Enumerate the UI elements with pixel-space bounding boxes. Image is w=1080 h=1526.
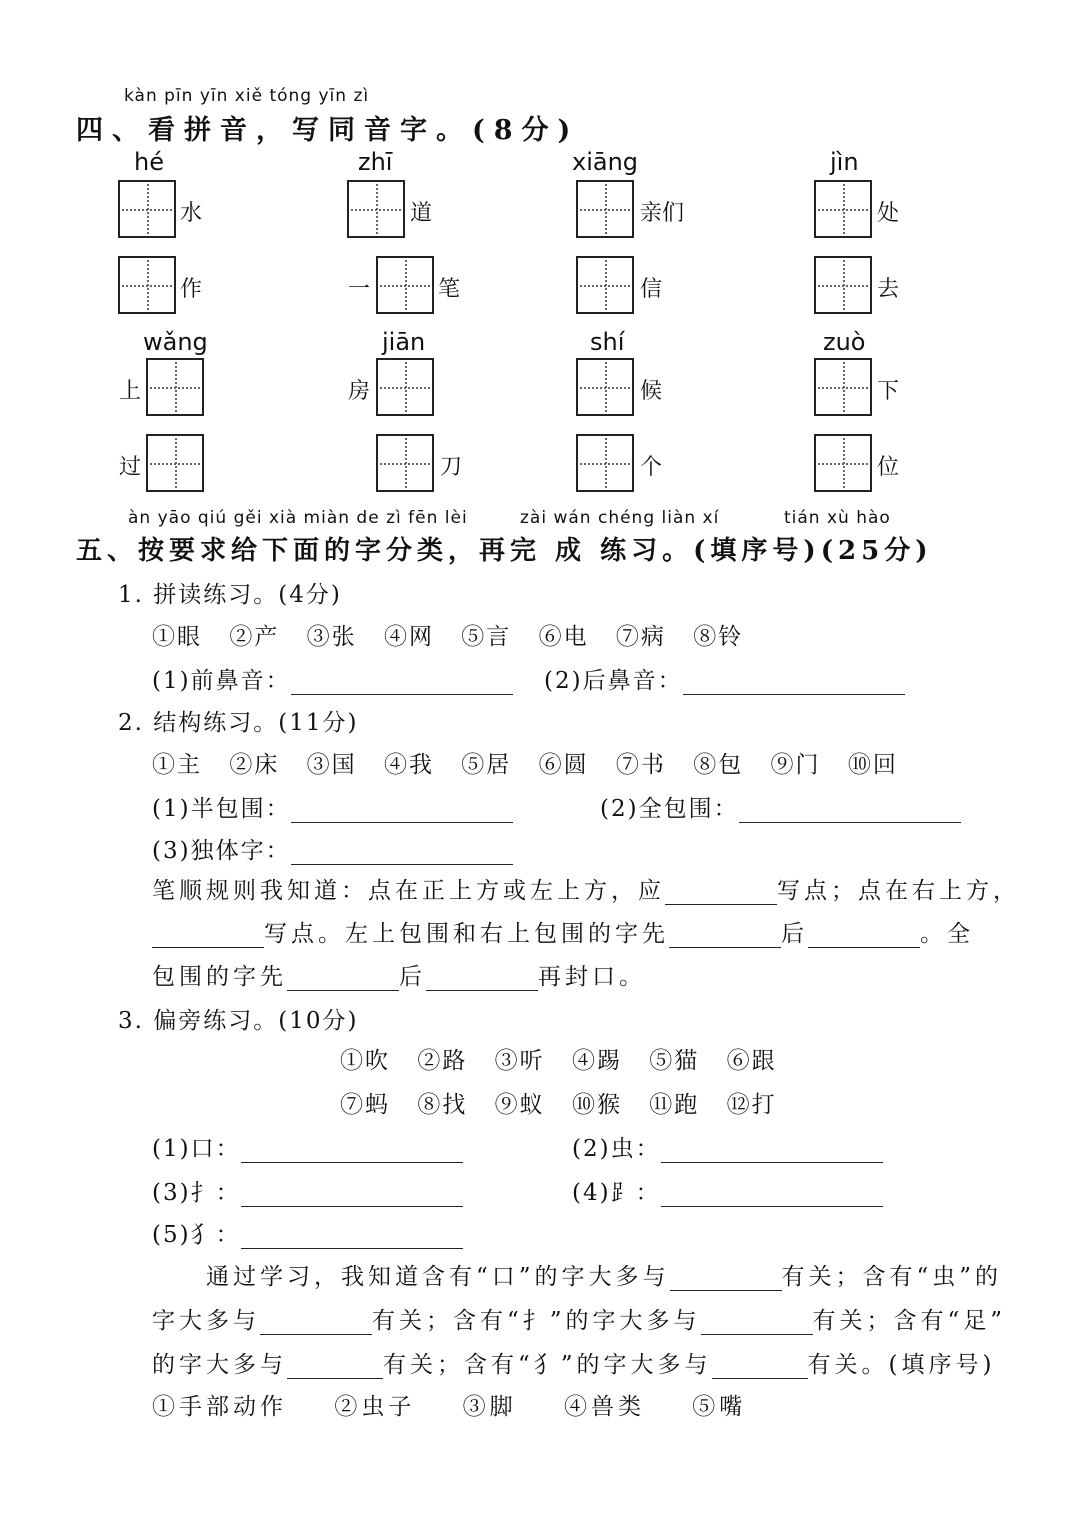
answer-blank[interactable] [260, 1310, 372, 1335]
write-box[interactable] [118, 256, 176, 314]
q2-option: ②床 [229, 752, 280, 778]
sec5-title-pinyin-3: tián xù hào [784, 508, 891, 528]
char: 道 [410, 201, 433, 226]
q2-option: ⑩回 [847, 752, 898, 778]
q3-answer-1 [152, 1130, 463, 1163]
q3-option: ③听 [494, 1048, 545, 1074]
q2-options [152, 746, 916, 779]
char: 亲们 [640, 201, 685, 226]
q2-option: ③国 [306, 752, 357, 778]
q2-option: ⑦书 [615, 752, 666, 778]
q1-option: ⑤言 [461, 624, 512, 650]
answer-blank[interactable] [683, 670, 905, 695]
rule-text: 写点。左上包围和右上包围的字先 [264, 921, 669, 947]
pinyin-xiang: xiāng [572, 148, 639, 176]
answer-blank[interactable] [291, 798, 513, 823]
answer-blank[interactable] [287, 966, 399, 991]
para-text: 字大多与 [152, 1308, 260, 1334]
answer-blank[interactable] [152, 923, 264, 948]
q1-option: ⑥电 [538, 624, 589, 650]
q3-option: ⑪跑 [649, 1092, 700, 1118]
q3-answer-3 [152, 1174, 463, 1207]
char: 个 [640, 455, 663, 480]
q1-answer-2 [544, 662, 905, 695]
q3-para-line-3 [152, 1346, 995, 1379]
pinyin-zuo: zuò [823, 328, 866, 356]
q3-options-row1 [340, 1042, 795, 1075]
q3-answer-1-label: (1)口： [152, 1136, 241, 1162]
rule-text: 后 [781, 921, 808, 947]
rule-text: 包围的字先 [152, 964, 287, 990]
write-box[interactable] [146, 358, 204, 416]
para-text: 有关；含有“扌”的字大多与 [372, 1308, 701, 1334]
para-text: 有关；含有“犭”的字大多与 [383, 1352, 712, 1378]
char: 信 [640, 277, 663, 302]
char: 位 [877, 455, 900, 480]
para-text: 有关。(填序号) [807, 1352, 996, 1378]
q2-answer-1-label: (1)半包围： [152, 796, 291, 822]
q3-options-row2 [340, 1086, 795, 1119]
answer-blank[interactable] [669, 923, 781, 948]
write-box[interactable] [146, 434, 204, 492]
q1-option: ②产 [229, 624, 280, 650]
rule-text: 。全 [920, 921, 974, 947]
q3-option: ④踢 [571, 1048, 622, 1074]
q3-answer-5-label: (5)犭： [152, 1222, 241, 1248]
q3-option: ⑦蚂 [340, 1092, 390, 1118]
q1-answer-1-label: (1)前鼻音： [152, 668, 291, 694]
q1-option: ④网 [383, 624, 434, 650]
sec4-title-pinyin: kàn pīn yīn xiě tóng yīn zì [124, 86, 370, 106]
write-box[interactable] [814, 180, 872, 238]
write-box[interactable] [347, 180, 405, 238]
q1-options [152, 618, 761, 651]
q1-option: ①眼 [152, 624, 202, 650]
write-box[interactable] [576, 434, 634, 492]
rule-line-1 [152, 872, 1020, 905]
q1-answer-1 [152, 662, 513, 695]
q3-option: ⑥跟 [726, 1048, 777, 1074]
q2-answer-3 [152, 832, 513, 865]
write-box[interactable] [118, 180, 176, 238]
char: 房 [348, 379, 371, 404]
q1-option: ③张 [306, 624, 357, 650]
pinyin-wang: wǎng [143, 328, 208, 356]
write-box[interactable] [814, 256, 872, 314]
pinyin-jian: jiān [382, 328, 426, 356]
q1-answer-2-label: (2)后鼻音： [544, 668, 683, 694]
answer-blank[interactable] [670, 1266, 782, 1291]
para-text: 通过学习，我知道含有“口”的字大多与 [206, 1264, 670, 1290]
q3-choice: ②虫子 [334, 1394, 416, 1420]
write-box[interactable] [576, 256, 634, 314]
q3-choices [152, 1388, 746, 1421]
char: 处 [877, 201, 900, 226]
write-box[interactable] [576, 180, 634, 238]
q1-heading: 1. 拼读练习。(4分) [118, 582, 342, 608]
q2-option: ⑨门 [770, 752, 821, 778]
answer-blank[interactable] [241, 1224, 463, 1249]
char: 一 [348, 277, 371, 302]
char: 作 [180, 277, 203, 302]
char: 上 [119, 379, 142, 404]
rule-text: 后 [399, 964, 426, 990]
q2-option: ⑥圆 [538, 752, 589, 778]
q2-answer-2 [600, 790, 961, 823]
answer-blank[interactable] [291, 840, 513, 865]
q3-option: ②路 [417, 1048, 468, 1074]
q2-heading: 2. 结构练习。(11分) [118, 710, 359, 736]
answer-blank[interactable] [661, 1138, 883, 1163]
answer-blank[interactable] [701, 1310, 813, 1335]
q3-choice: ⑤嘴 [692, 1394, 747, 1420]
pinyin-jin: jìn [830, 148, 859, 176]
q3-answer-4 [572, 1174, 883, 1207]
q3-answer-2-label: (2)虫： [572, 1136, 661, 1162]
q3-answer-4-label: (4)⻊： [572, 1180, 661, 1206]
answer-blank[interactable] [665, 880, 777, 905]
pinyin-zhi: zhī [358, 148, 393, 176]
answer-blank[interactable] [241, 1138, 463, 1163]
answer-blank[interactable] [808, 923, 920, 948]
char: 去 [877, 277, 900, 302]
q3-option: ⑤猫 [649, 1048, 700, 1074]
q3-option: ⑫打 [726, 1092, 777, 1118]
write-box[interactable] [376, 358, 434, 416]
write-box[interactable] [376, 434, 434, 492]
q3-option: ⑧找 [417, 1092, 468, 1118]
write-box[interactable] [576, 358, 634, 416]
pinyin-shi: shí [590, 328, 625, 356]
char: 刀 [440, 455, 463, 480]
answer-blank[interactable] [287, 1354, 383, 1379]
q1-option: ⑦病 [615, 624, 666, 650]
rule-text: 再封口。 [538, 964, 646, 990]
q2-answer-1 [152, 790, 513, 823]
para-text: 有关；含有“足” [812, 1308, 1007, 1334]
q3-choice: ④兽类 [563, 1394, 645, 1420]
pinyin-he: hé [134, 148, 164, 176]
q2-option: ⑤居 [461, 752, 512, 778]
q3-choice: ①手部动作 [152, 1394, 287, 1420]
q3-para-line-2 [152, 1302, 1006, 1335]
q3-choice: ③脚 [462, 1394, 517, 1420]
sec5-title: 五、按要求给下面的字分类，再完 成 练习。(填序号)(25分) [76, 536, 933, 566]
sec4-title: 四、看拼音，写同音字。(8分) [76, 115, 580, 146]
q3-para-line-1 [206, 1258, 1002, 1291]
char: 候 [640, 379, 663, 404]
answer-blank[interactable] [241, 1182, 463, 1207]
answer-blank[interactable] [426, 966, 538, 991]
q3-answer-3-label: (3)扌： [152, 1180, 241, 1206]
para-text: 的字大多与 [152, 1352, 287, 1378]
q2-option: ④我 [383, 752, 434, 778]
q3-answer-2 [572, 1130, 883, 1163]
char: 笔 [438, 277, 461, 302]
q3-option: ⑨蚁 [494, 1092, 545, 1118]
rule-text: 写点；点在右上方， [777, 878, 1020, 904]
q2-answer-3-label: (3)独体字： [152, 838, 291, 864]
char: 过 [119, 455, 142, 480]
q1-option: ⑧铃 [693, 624, 744, 650]
sec5-title-pinyin-2: zài wán chéng liàn xí [520, 508, 720, 528]
q3-option: ①吹 [340, 1048, 390, 1074]
rule-line-3 [152, 958, 646, 991]
q2-answer-2-label: (2)全包围： [600, 796, 739, 822]
q3-option: ⑩猴 [571, 1092, 622, 1118]
answer-blank[interactable] [712, 1354, 808, 1379]
q2-option: ⑧包 [693, 752, 744, 778]
write-box[interactable] [814, 358, 872, 416]
q3-answer-5 [152, 1216, 463, 1249]
char: 下 [877, 379, 900, 404]
write-box[interactable] [814, 434, 872, 492]
answer-blank[interactable] [291, 670, 513, 695]
q3-heading: 3. 偏旁练习。(10分) [118, 1008, 359, 1034]
para-text: 有关；含有“虫”的 [781, 1264, 1003, 1290]
answer-blank[interactable] [739, 798, 961, 823]
q2-option: ①主 [152, 752, 202, 778]
sec5-title-pinyin-1: àn yāo qiú gěi xià miàn de zì fēn lèi [128, 508, 468, 528]
rule-line-2 [152, 915, 974, 948]
answer-blank[interactable] [661, 1182, 883, 1207]
char: 水 [180, 201, 203, 226]
write-box[interactable] [376, 256, 434, 314]
rule-text: 笔顺规则我知道：点在正上方或左上方，应 [152, 878, 665, 904]
